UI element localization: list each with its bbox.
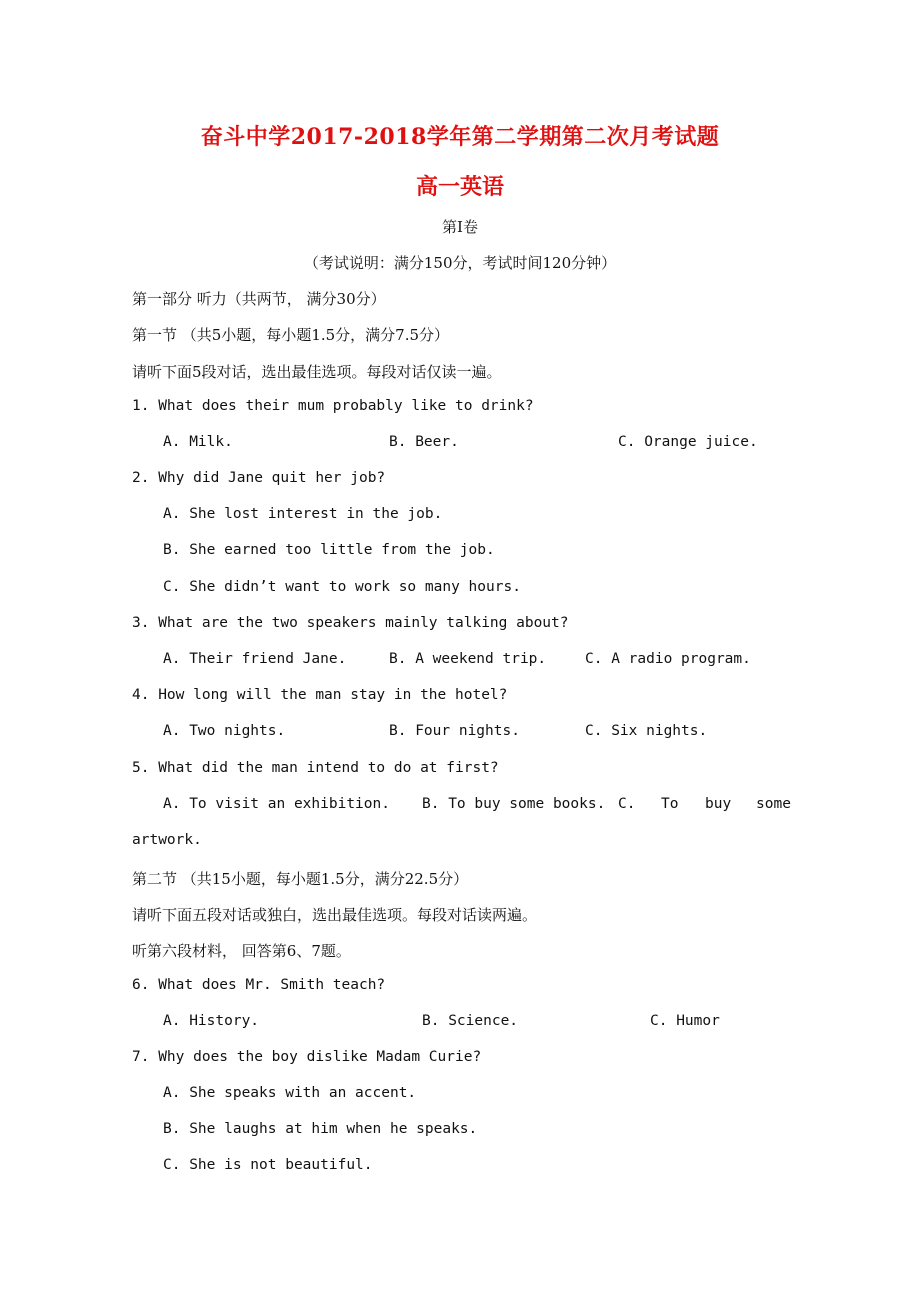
q2-option-a: A. She lost interest in the job. — [163, 506, 443, 522]
q4-option-a: A. Two nights. — [163, 723, 286, 739]
q5-option-c-continuation: artwork. — [132, 832, 202, 848]
q5-option-c-word3: some — [756, 796, 791, 812]
q3-option-c: C. A radio program. — [585, 651, 751, 667]
question-1: 1. What does their mum probably like to drink? — [132, 398, 534, 414]
part1-heading: 第一部分 听力（共两节， 满分30分） — [132, 290, 386, 308]
question-6: 6. What does Mr. Smith teach? — [132, 977, 386, 993]
q7-option-b: B. She laughs at him when he speaks. — [163, 1121, 478, 1137]
exam-note: （考试说明：满分150分，考试时间120分钟） — [303, 254, 617, 272]
exam-subject: 高一英语 — [415, 174, 504, 200]
q3-option-a: A. Their friend Jane. — [163, 651, 347, 667]
q5-option-c-word1: To — [661, 796, 679, 812]
q7-option-c: C. She is not beautiful. — [163, 1157, 373, 1173]
material6-note: 听第六段材料， 回答第6、7题。 — [132, 942, 351, 960]
section1-instructions: 请听下面5段对话，选出最佳选项。每段对话仅读一遍。 — [132, 363, 502, 381]
q7-option-a: A. She speaks with an accent. — [163, 1085, 417, 1101]
section2-instructions: 请听下面五段对话或独白，选出最佳选项。每段对话读两遍。 — [132, 906, 538, 924]
exam-title: 奋斗中学2017-2018学年第二学期第二次月考试题 — [200, 124, 720, 150]
q6-option-b: B. Science. — [422, 1013, 519, 1029]
question-2: 2. Why did Jane quit her job? — [132, 470, 386, 486]
question-3: 3. What are the two speakers mainly talking about? — [132, 615, 569, 631]
q6-option-a: A. History. — [163, 1013, 260, 1029]
q2-option-b: B. She earned too little from the job. — [163, 542, 495, 558]
q4-option-b: B. Four nights. — [389, 723, 520, 739]
section1-heading: 第一节 （共5小题，每小题1.5分，满分7.5分） — [132, 326, 450, 344]
q6-option-c: C. Humor — [650, 1013, 720, 1029]
section2-heading: 第二节 （共15小题，每小题1.5分，满分22.5分） — [132, 870, 469, 888]
q3-option-b: B. A weekend trip. — [389, 651, 547, 667]
q5-option-a: A. To visit an exhibition. — [163, 796, 390, 812]
q2-option-c: C. She didn’t want to work so many hours. — [163, 579, 521, 595]
q1-option-c: C. Orange juice. — [618, 434, 758, 450]
question-7: 7. Why does the boy dislike Madam Curie? — [132, 1049, 482, 1065]
question-5: 5. What did the man intend to do at first? — [132, 760, 499, 776]
q5-option-c-word2: buy — [705, 796, 732, 812]
q5-option-c-prefix: C. — [618, 796, 636, 812]
volume-label: 第Ⅰ卷 — [442, 218, 478, 236]
question-4: 4. How long will the man stay in the hotel? — [132, 687, 508, 703]
q5-option-b: B. To buy some books. — [422, 796, 606, 812]
q4-option-c: C. Six nights. — [585, 723, 708, 739]
q1-option-b: B. Beer. — [389, 434, 459, 450]
q1-option-a: A. Milk. — [163, 434, 233, 450]
